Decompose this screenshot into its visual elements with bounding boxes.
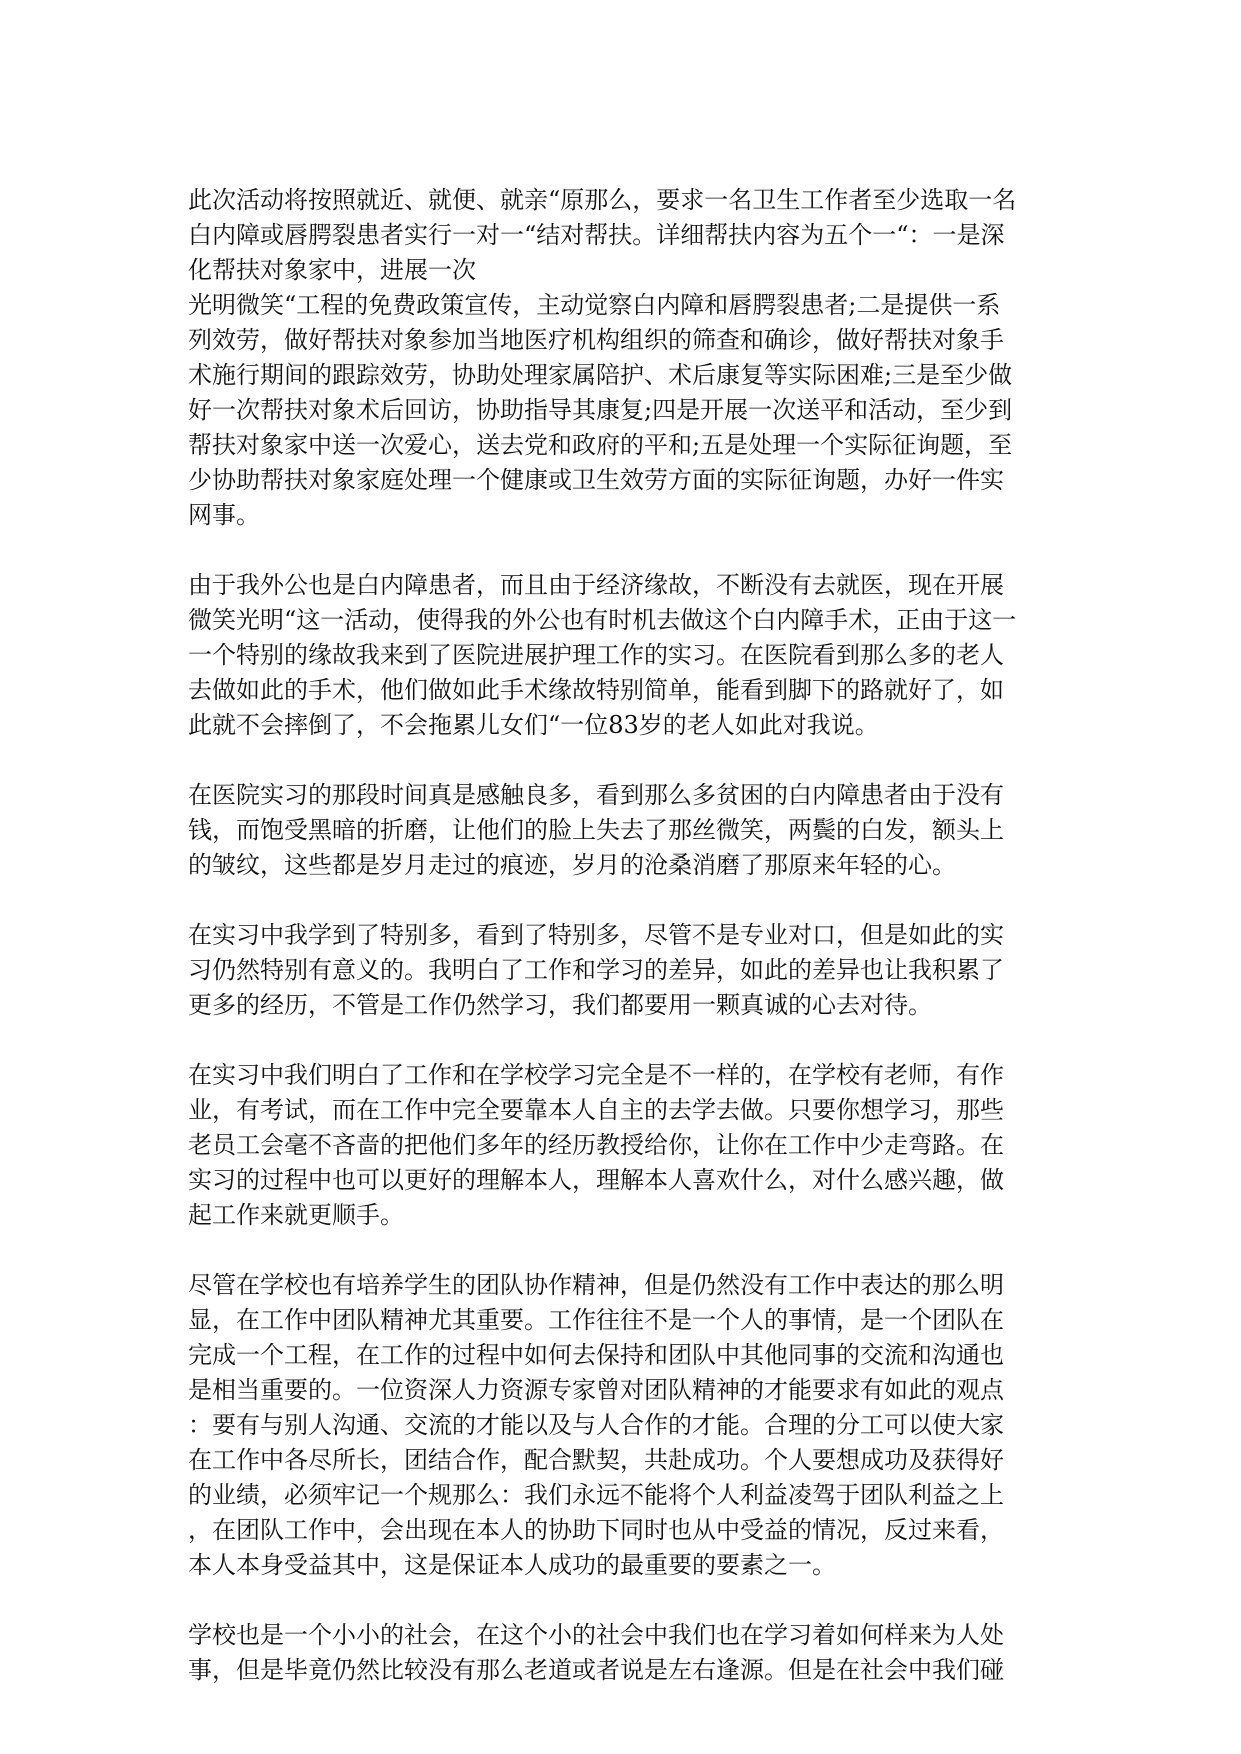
text-line: 是相当重要的。一位资深人力资源专家曾对团队精神的才能要求有如此的观点 [188, 1376, 1004, 1404]
text-line: 事，但是毕竟仍然比较没有那么老道或者说是左右逢源。但是在社会中我们碰 [188, 1656, 1004, 1684]
text-line: 帮扶对象家中送一次爱心，送去党和政府的平和;五是处理一个实际征询题，至 [188, 431, 1013, 459]
text-line: 术施行期间的跟踪效劳，协助处理家属陪护、术后康复等实际困难;三是至少做 [188, 361, 1013, 389]
text-line: 老员工会毫不吝啬的把他们多年的经历教授给你，让你在工作中少走弯路。在 [188, 1131, 1004, 1159]
paragraph-1 [188, 183, 1060, 533]
text-line: 化帮扶对象家中，进展一次 [188, 256, 476, 284]
document-body [188, 183, 1060, 1723]
text-line: 钱，而饱受黑暗的折磨，让他们的脸上失去了那丝微笑，两鬓的白发，额头上 [188, 816, 1004, 844]
text-line: 列效劳，做好帮扶对象参加当地医疗机构组织的筛查和确诊，做好帮扶对象手 [188, 326, 1004, 354]
text-line: 此次活动将按照就近、就便、就亲“原那么，要求一名卫生工作者至少选取一名 [188, 186, 1017, 214]
text-line: 本人本身受益其中，这是保证本人成功的最重要的要素之一。 [188, 1551, 836, 1579]
text-line: 在医院实习的那段时间真是感触良多，看到那么多贫困的白内障患者由于没有 [188, 781, 1004, 809]
text-line: 尽管在学校也有培养学生的团队协作精神，但是仍然没有工作中表达的那么明 [188, 1271, 1004, 1299]
paragraph-2 [188, 568, 1060, 743]
text-line: 业，有考试，而在工作中完全要靠本人自主的去学去做。只要你想学习，那些 [188, 1096, 1004, 1124]
text-line: 白内障或唇腭裂患者实行一对一“结对帮扶。详细帮扶内容为五个一“：一是深 [188, 221, 1005, 249]
text-line: 网事。 [188, 501, 260, 529]
text-line: 完成一个工程，在工作的过程中如何去保持和团队中其他同事的交流和沟通也 [188, 1341, 1004, 1369]
text-line: 此就不会摔倒了，不会拖累儿女们“一位83岁的老人如此对我说。 [188, 711, 879, 739]
text-line: 一个特别的缘故我来到了医院进展护理工作的实习。在医院看到那么多的老人 [188, 641, 1004, 669]
paragraph-6 [188, 1268, 1060, 1583]
text-line: 在实习中我们明白了工作和在学校学习完全是不一样的，在学校有老师，有作 [188, 1061, 1004, 1089]
text-line: 显，在工作中团队精神尤其重要。工作往往不是一个人的事情，是一个团队在 [188, 1306, 1004, 1334]
text-line: 由于我外公也是白内障患者，而且由于经济缘故，不断没有去就医，现在开展 [188, 571, 1004, 599]
text-line: ：要有与别人沟通、交流的才能以及与人合作的才能。合理的分工可以使大家 [188, 1411, 1004, 1439]
text-line: 去做如此的手术，他们做如此手术缘故特别简单，能看到脚下的路就好了，如 [188, 676, 1004, 704]
paragraph-4 [188, 918, 1060, 1023]
paragraph-5 [188, 1058, 1060, 1233]
paragraph-7 [188, 1618, 1060, 1688]
text-line: 好一次帮扶对象术后回访，协助指导其康复;四是开展一次送平和活动，至少到 [188, 396, 1013, 424]
text-line: 微笑光明“这一活动，使得我的外公也有时机去做这个白内障手术，正由于这一 [188, 606, 1017, 634]
text-line: 习仍然特别有意义的。我明白了工作和学习的差异，如此的差异也让我积累了 [188, 956, 1004, 984]
paragraph-3 [188, 778, 1060, 883]
text-line: 起工作来就更顺手。 [188, 1201, 404, 1229]
text-line: 实习的过程中也可以更好的理解本人，理解本人喜欢什么，对什么感兴趣，做 [188, 1166, 1004, 1194]
text-line: 的皱纹，这些都是岁月走过的痕迹，岁月的沧桑消磨了那原来年轻的心。 [188, 851, 956, 879]
text-line: 少协助帮扶对象家庭处理一个健康或卫生效劳方面的实际征询题，办好一件实 [188, 466, 1004, 494]
text-line: 在工作中各尽所长，团结合作，配合默契，共赴成功。个人要想成功及获得好 [188, 1446, 1004, 1474]
text-line: 在实习中我学到了特别多，看到了特别多，尽管不是专业对口，但是如此的实 [188, 921, 1004, 949]
text-line: 学校也是一个小小的社会，在这个小的社会中我们也在学习着如何样来为人处 [188, 1621, 1004, 1649]
text-line: 的业绩，必须牢记一个规那么：我们永远不能将个人利益凌驾于团队利益之上 [188, 1481, 1004, 1509]
text-line: 光明微笑“工程的免费政策宣传，主动觉察白内障和唇腭裂患者;二是提供一系 [188, 291, 1001, 319]
text-line: 更多的经历，不管是工作仍然学习，我们都要用一颗真诚的心去对待。 [188, 991, 932, 1019]
text-line: ，在团队工作中，会出现在本人的协助下同时也从中受益的情况，反过来看， [188, 1516, 1004, 1544]
